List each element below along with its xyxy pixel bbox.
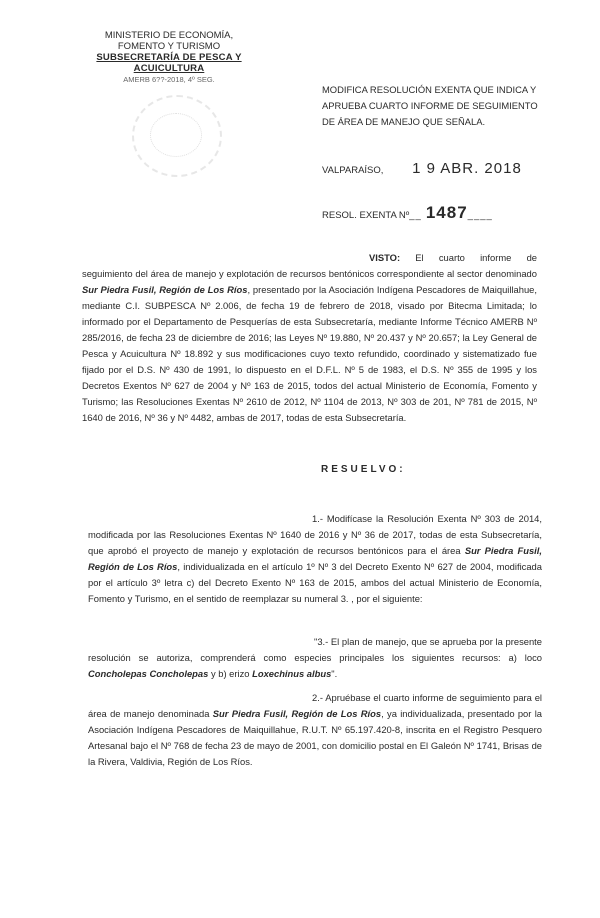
article-1-area-name: Sur Piedra Fusil, Región de Los Ríos <box>88 545 542 572</box>
subsecretariat-name: SUBSECRETARÍA DE PESCA Y ACUICULTURA <box>96 52 242 74</box>
resolution-suffix-blank: ____ <box>467 210 493 221</box>
quoted-numeral-3 <box>88 634 542 682</box>
quote-text-2: y b) erizo <box>208 668 253 679</box>
quote-text-1: "3.- El plan de manejo, que se aprueba por la presente resolución se autoriza, comprenderá como especies principales los siguientes recursos: a) loco <box>88 636 542 663</box>
visto-text-2: , presentado por la Asociación Indígena Pescadores de Maiquillahue, mediante C.I. SUBPESCA Nº 2.006, de fecha 19 de febrero de 2018, visado por Bitecma Limitada; lo informado por el Departamento de Pesquerías de esta Subsecretaría, mediante Informe Técnico AMERB Nº 285/2016, de fecha 23 de diciembre de 2016; las Leyes Nº 19.880, Nº 20.437 y Nº 20.657; la Ley General de Pesca y Acuicultura Nº 18.892 y sus modificaciones cuyo texto refundido, coordinado y sistematizado fue fijado por el D.S. Nº 430 de 1991, lo dispuesto en el D.F.L. Nº 5 de 1983, el D.S. Nº 355 de 1995 y los Decretos Exentos Nº 627 de 2004 y Nº 163 de 2015, todos del actual Ministerio de Economía, Fomento y Turismo; las Resoluciones Exentas Nº 2610 de 2012, Nº 1104 de 2013, Nº 303 de 201, Nº 781 de 2015, Nº 1640 de 2016, Nº 36 y Nº 4482, ambas de 2017, todas de esta Subsecretaría. <box>82 284 537 423</box>
species-erizo: Loxechinus albus <box>252 668 332 679</box>
seal-stamp <box>132 95 222 177</box>
issuer-header <box>64 30 274 85</box>
resolution-article-2 <box>88 690 542 770</box>
visto-label: VISTO: <box>369 252 401 263</box>
resolution-number-line <box>322 203 493 223</box>
place-date-line <box>322 160 522 177</box>
visto-area-name: Sur Piedra Fusil, Región de Los Ríos <box>82 284 248 295</box>
article-2-text-2: , ya individualizada, presentado por la Asociación Indígena Pescadores de Maiquillahue, R.U.T. Nº 65.197.420-8, inscrita en el Registro Pesquero Artesanal bajo el Nº 768 de fecha 23 de mayo de 2001, con domicilio postal en El Galeón Nº 1741, Brisas de la Rivera, Valdivia, Región de Los Ríos. <box>88 708 542 767</box>
quote-text-3: ". <box>331 668 338 679</box>
article-1-text-2: , individualizada en el artículo 1º Nº 3 del Decreto Exento Nº 627 de 2004, modificada por el artículo 3º letra c) del Decreto Exento Nº 163 de 2015, ambos del actual Ministerio de Economía, Fomento y Turismo, en el sentido de reemplazar su numeral 3. , por el siguiente: <box>88 561 542 604</box>
article-1-text-1: 1.- Modifícase la Resolución Exenta Nº 303 de 2014, modificada por las Resoluciones Exentas Nº 1640 de 2016 y Nº 36 de 2017, todas de esta Subsecretaría, que aprobó el proyecto de manejo y explotación de recursos bentónicos para el área <box>88 513 542 556</box>
resolution-prefix-blank: __ <box>409 210 422 221</box>
file-reference: AMERB 6??-2018, 4º SEG. <box>123 75 215 84</box>
visto-paragraph <box>82 250 537 426</box>
ministry-name: MINISTERIO DE ECONOMÍA, <box>104 30 234 41</box>
place: VALPARAÍSO, <box>322 165 384 176</box>
article-2-text-1: 2.- Apruébase el cuarto informe de seguimiento para el área de manejo denominada <box>88 692 542 719</box>
resolution-number: 1487 <box>425 203 468 222</box>
ministry-name-2: FOMENTO Y TURISMO <box>117 41 221 52</box>
visto-text-1: El cuarto informe de seguimiento del área de manejo y explotación de recursos bentónicos correspondiente al sector denominado <box>82 252 537 279</box>
species-loco: Concholepas Concholepas <box>88 668 209 679</box>
article-2-area-name: Sur Piedra Fusil, Región de Los Ríos <box>212 708 382 719</box>
resolution-label: RESOL. EXENTA Nº <box>322 210 410 221</box>
resolution-subject: MODIFICA RESOLUCIÓN EXENTA QUE INDICA Y APRUEBA CUARTO INFORME DE SEGUIMIENTO DE ÁREA DE MANEJO QUE SEÑALA. <box>322 84 538 127</box>
resuelvo-heading: RESUELVO: <box>321 464 406 475</box>
resolution-article-1 <box>88 511 542 607</box>
date-stamp: 1 9 ABR. 2018 <box>412 160 522 177</box>
